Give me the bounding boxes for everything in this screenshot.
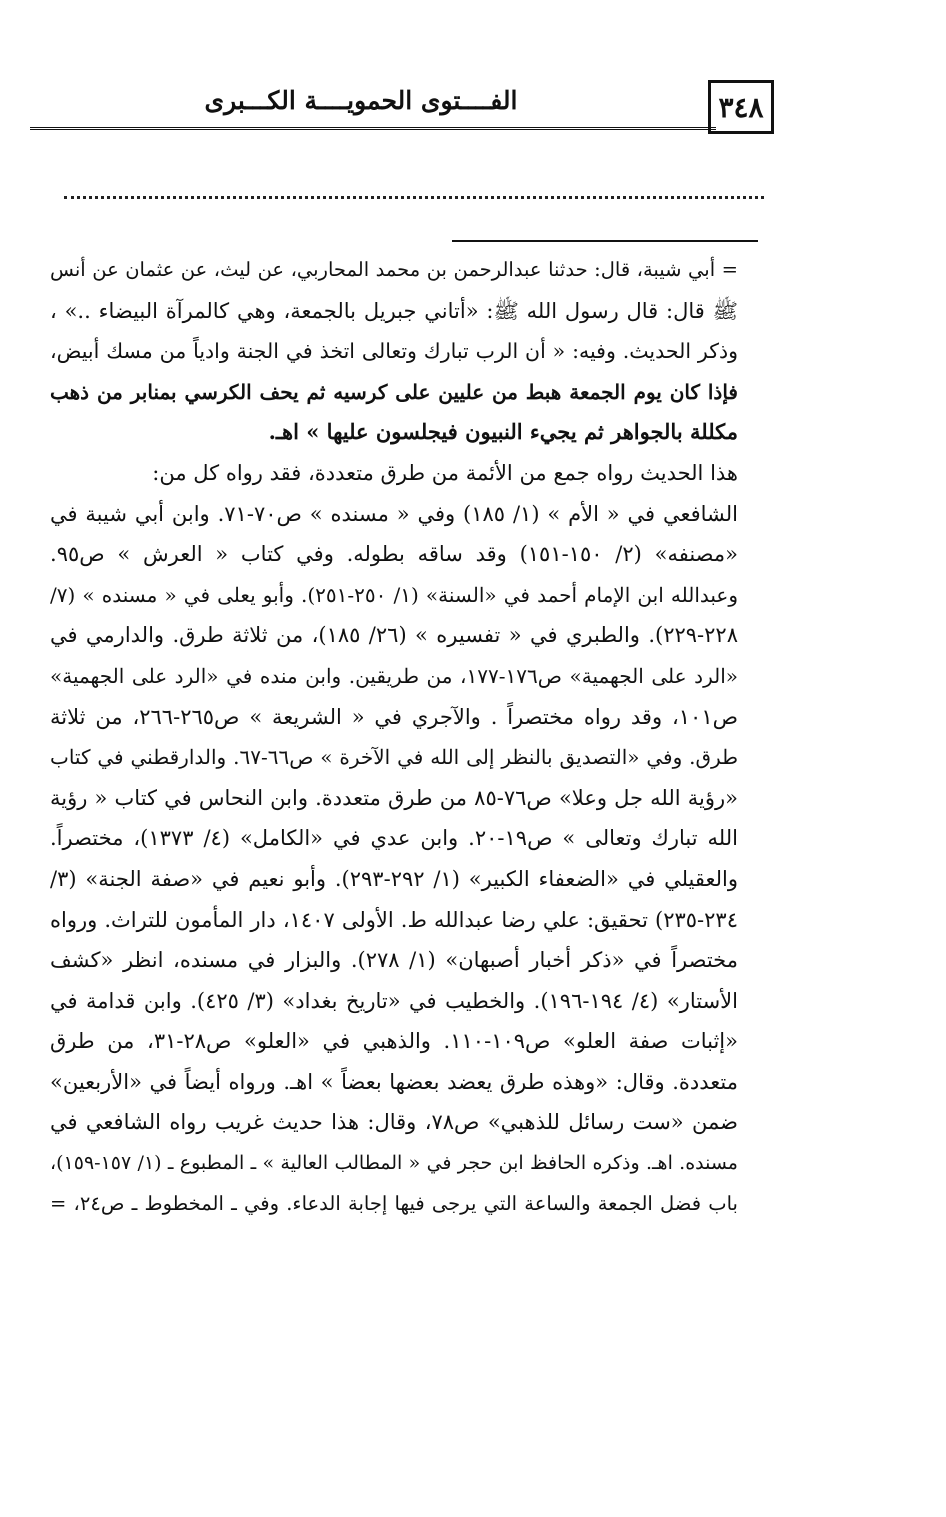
footnote-line: والعقيلي في «الضعفاء الكبير» (١/ ٢٩٢-٢٩٣). وأبو نعيم في «صفة الجنة» (٣/ <box>50 866 738 891</box>
footnote-line: الشافعي في « الأم » (١/ ١٨٥) وفي « مسنده » ص٧٠-٧١. وابن أبي شيبة في <box>50 501 738 526</box>
footnote-line: «مصنفه» (٢/ ١٥٠-١٥١) وقد ساقه بطوله. وفي كتاب « العرش » ص٩٥. <box>50 542 738 567</box>
footnote-line: مكللة بالجواهر ثم يجيء النبيون فيجلسون عليها » اهـ. <box>268 419 738 445</box>
footnote-line: = أبي شيبة، قال: حدثنا عبدالرحمن بن محمد المحاربي، عن ليث، عن عثمان عن أنس <box>50 258 738 281</box>
footnote-line: فإذا كان يوم الجمعة هبط من عليين على كرسيه ثم يحف الكرسي بمنابر من ذهب <box>50 379 738 404</box>
footnote-line: الله تبارك وتعالى » ص١٩-٢٠. وابن عدي في «الكامل» (٤/ ١٣٧٣)، مختصراً. <box>50 826 738 851</box>
footnote-line: وذكر الحديث. وفيه: « أن الرب تبارك وتعالى اتخذ في الجنة وادياً من مسك أبيض، <box>50 339 738 364</box>
dotted-separator <box>64 196 764 199</box>
footnote-line: «إثبات صفة العلو» ص١٠٩-١١٠. والذهبي في «العلو» ص٢٨-٣١، من طرق <box>50 1029 738 1054</box>
footnote-line: «الرد على الجهمية» ص١٧٦-١٧٧، من طريقين. وابن منده في «الرد على الجهمية» <box>50 663 738 688</box>
footnote-line: متعددة. وقال: «وهذه طرق يعضد بعضها بعضاً » اهـ. ورواه أيضاً في «الأربعين» <box>50 1069 738 1094</box>
footnote-line: مختصراً في «ذكر أخبار أصبهان» (١/ ٢٧٨). والبزار في مسنده، انظر «كشف <box>50 948 738 973</box>
footnote-line: الأستار» (٤/ ١٩٤-١٩٦). والخطيب في «تاريخ بغداد» (٣/ ٤٢٥). وابن قدامة في <box>50 988 738 1013</box>
footnote-line: ص١٠١، وقد رواه مختصراً . والآجري في « الشريعة » ص٢٦٥-٢٦٦، من ثلاثة <box>50 704 738 729</box>
footnote-line: مسنده. اهـ. وذكره الحافظ ابن حجر في « المطالب العالية » ـ المطبوع ـ (١/ ١٥٧-١٥٩)، <box>50 1152 738 1175</box>
running-title: الفــــتوى الحمويــــة الكـــبرى <box>204 86 518 115</box>
page-number: ٣٤٨ <box>708 80 774 134</box>
footnote-text <box>50 250 738 1224</box>
footnote-line: ضمن «ست رسائل للذهبي» ص٧٨، وقال: هذا حديث غريب رواه الشافعي في <box>50 1110 738 1135</box>
footnote-line: ٢٢٨-٢٢٩). والطبري في « تفسيره » (٢٦/ ١٨٥)، من ثلاثة طرق. والدارمي في <box>50 623 738 648</box>
footnote-line: ٢٣٤-٢٣٥) تحقيق: علي رضا عبدالله ط. الأولى ١٤٠٧، دار المأمون للتراث. ورواه <box>50 907 738 932</box>
footnote-line: ﷺ قال: قال رسول الله ﷺ: «أتاني جبريل بالجمعة، وهي كالمرآة البيضاء ..» ، <box>50 298 738 323</box>
footnote-line: وعبدالله ابن الإمام أحمد في «السنة» (١/ ٢٥٠-٢٥١). وأبو يعلى في « مسنده » (٧/ <box>50 582 738 607</box>
header-double-rule <box>30 127 716 130</box>
footnote-line: «رؤية الله جل وعلا» ص٧٦-٨٥ من طرق متعددة. وابن النحاس في كتاب « رؤية <box>50 785 738 810</box>
footnote-line: باب فضل الجمعة والساعة التي يرجى فيها إجابة الدعاء. وفي ـ المخطوط ـ ص٢٤، = <box>50 1191 738 1215</box>
page-header <box>30 80 774 136</box>
footnote-line: هذا الحديث رواه جمع من الأئمة من طرق متعددة، فقد رواه كل من: <box>152 460 738 485</box>
footnote-rule <box>452 240 758 242</box>
footnote-line: طرق. وفي «التصديق بالنظر إلى الله في الآخرة » ص٦٦-٦٧. والدارقطني في كتاب <box>50 745 738 770</box>
